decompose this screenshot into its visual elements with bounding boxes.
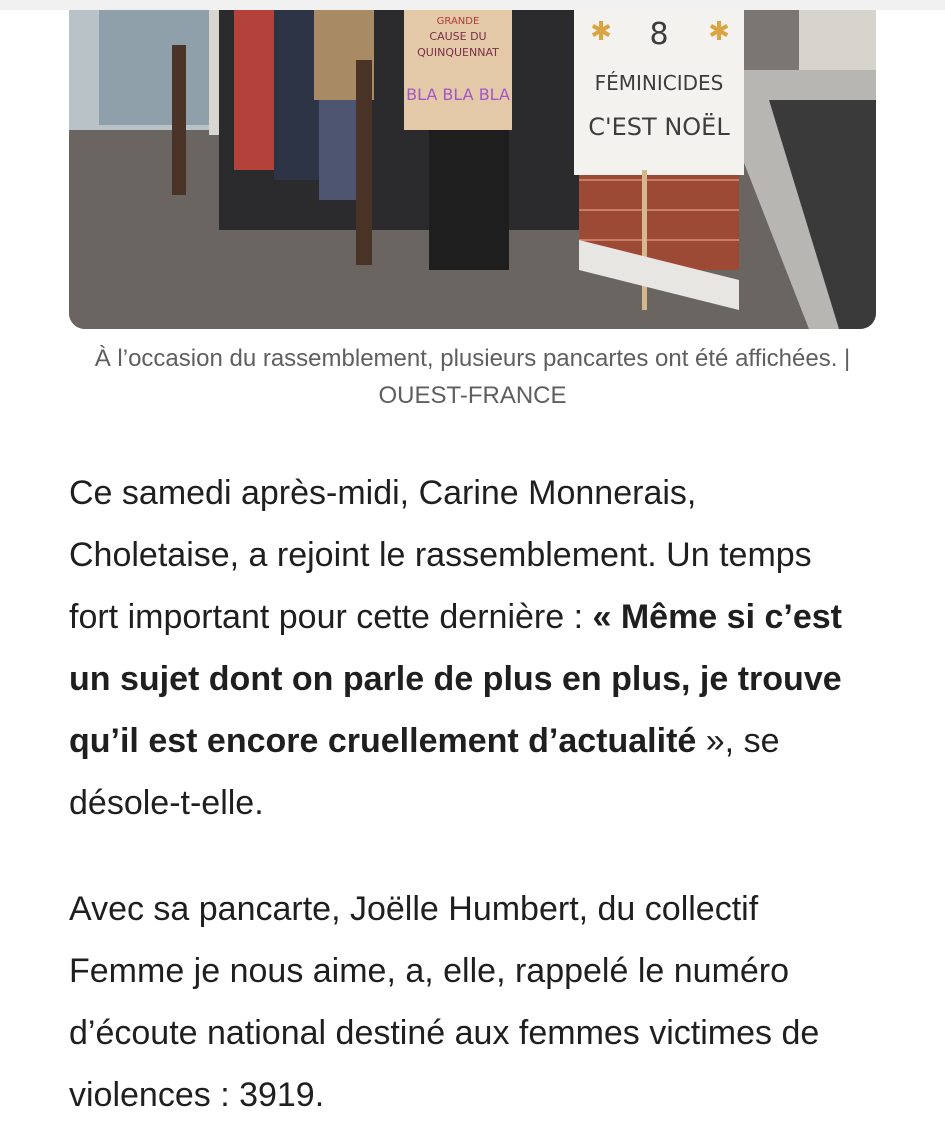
svg-text:✱: ✱ (708, 17, 730, 47)
article-photo (69, 10, 876, 329)
sign-right-line1: FÉMINICIDES (594, 71, 724, 95)
svg-text:✱: ✱ (590, 17, 612, 47)
sign-left-line1: GRANDE (436, 16, 480, 27)
photo-caption: À l’occasion du rassemblement, plusieurs pancartes ont été affichées. | OUEST-FRANCE (94, 345, 851, 409)
sign-left-line4: BLA BLA BLA (406, 85, 510, 104)
paragraph-1-intro: Ce samedi après-midi, Carine Monnerais, Choletaise, a rejoint le rassemblement. Un temps fort important pour cette dernière : (69, 474, 812, 636)
article-paragraph-2: Avec sa pancarte, Joëlle Humbert, du collectif Femme je nous aime, a, elle, rappelé le numéro d’écoute national destiné aux femmes victimes de violences : 3919. (69, 890, 820, 1114)
sign-left-line2: CAUSE DU (429, 30, 487, 43)
article-paragraph-1 (69, 462, 869, 834)
top-bar (0, 0, 945, 10)
sign-left-line3: QUINQUENNAT (417, 46, 499, 59)
sign-right-line2: C'EST NOËL (588, 113, 730, 141)
quote-text: Même si c’est un sujet dont on parle de plus en plus, je trouve qu’il est encore cruellement d’actualité (69, 598, 842, 760)
quote-open-mark: « (592, 598, 621, 636)
sign-right-number: 8 (649, 17, 669, 52)
paragraph-1-after-quote: , se désole-t-elle. (69, 722, 780, 822)
quote-close-mark: » (696, 722, 725, 760)
